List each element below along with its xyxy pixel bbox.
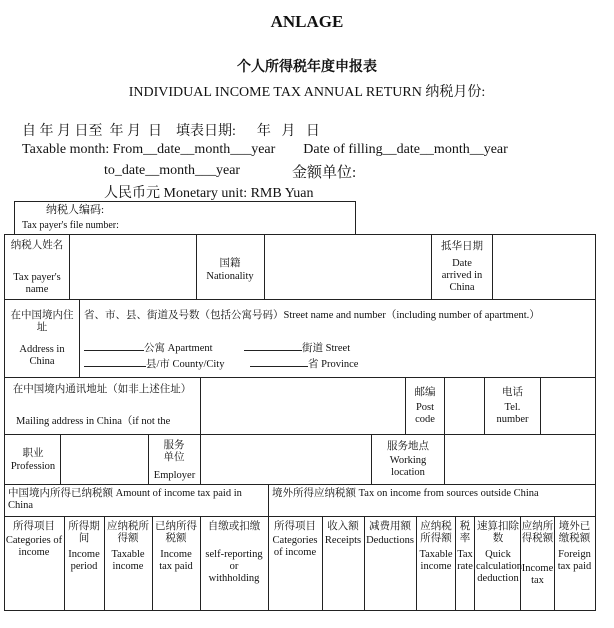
street-blank[interactable]: [244, 340, 302, 351]
anlage-heading: ANLAGE: [270, 12, 344, 31]
col-header-foreign-tax-paid-cn: 境外已缴税额: [558, 521, 591, 544]
col-header-deductions-en: Deductions: [366, 535, 414, 546]
col-header-taxable-cn: 应纳税所得额: [107, 521, 149, 544]
col-header-withholding-en: self-reporting or withholding: [205, 549, 263, 584]
col-header-foreign-categories-cn: 所得项目: [274, 521, 316, 532]
col-header-deductions-cn: 减费用额: [369, 521, 411, 532]
foreign-income-header: 境外所得应纳税额 Tax on income from sources outside China: [272, 488, 539, 499]
col-header-period-cn: 所得期间: [68, 521, 100, 544]
mailing-address-label-en: Mailing address in China（if not the: [16, 416, 171, 427]
county-line[interactable]: [84, 356, 224, 371]
employer-label-cn: 服务单位: [163, 440, 185, 463]
employer-field[interactable]: [201, 436, 370, 483]
col-divider: [104, 516, 105, 611]
post-code-field[interactable]: [445, 379, 483, 433]
row-divider: [4, 377, 596, 378]
col-divider: [474, 516, 475, 611]
nationality-label-cn: 国籍: [219, 258, 241, 269]
taxable-month-line: Taxable month: From__date__month___year Date of filling__date__month__year: [22, 142, 508, 157]
apartment-line[interactable]: [84, 340, 213, 355]
col-header-foreign-categories-en: Categories of income: [272, 535, 318, 558]
currency-unit-cn: 金额单位:: [292, 165, 357, 181]
col-header-taxable-en: Taxable income: [111, 549, 145, 572]
taxpayer-name-field[interactable]: [70, 236, 195, 298]
province-line[interactable]: [250, 356, 358, 371]
nationality-field[interactable]: [265, 236, 430, 298]
street-line[interactable]: [244, 340, 350, 355]
work-location-label-cn: 服务地点: [387, 441, 429, 452]
taxpayer-name-label-en: Tax payer's name: [13, 272, 61, 295]
col-divider: [200, 516, 201, 611]
col-header-quick-deduction-en: Quick calculation deduction: [476, 549, 523, 584]
tel-label-en: Tel. number: [496, 402, 529, 425]
col-header-income-tax-cn: 应纳所得税额: [521, 521, 554, 544]
county-label: 县/市 County/City: [146, 359, 225, 370]
nationality-label-en: Nationality: [206, 271, 254, 282]
col-header-tax-rate-cn: 税率: [459, 521, 471, 544]
arrival-date-label-cn: 抵华日期: [441, 241, 483, 252]
col-header-withholding-cn: 自缴或扣缴: [207, 521, 261, 532]
tel-field[interactable]: [541, 379, 595, 433]
street-label: 街道 Street: [302, 343, 351, 354]
col-header-tax-paid-en: Income tax paid: [159, 549, 193, 572]
col-header-receipts-cn: 收入额: [327, 521, 359, 532]
col-divider: [79, 299, 80, 377]
col-divider: [484, 377, 485, 434]
col-header-receipts-en: Receipts: [324, 535, 362, 546]
to-date-line: to_date__month___year: [104, 163, 241, 178]
col-header-income-tax-en: Income tax: [521, 563, 554, 586]
col-header-foreign-tax-paid-en: Foreign tax paid: [557, 549, 592, 572]
arrival-date-label-en: Date arrived in China: [441, 258, 483, 293]
col-divider: [152, 516, 153, 611]
col-header-quick-deduction-cn: 速算扣除数: [477, 521, 519, 544]
col-header-period-en: Income period: [68, 549, 100, 572]
currency-line: 人民币元 Monetary unit: RMB Yuan: [104, 186, 314, 201]
address-label-en: Address in China: [19, 344, 65, 367]
col-header-foreign-taxable-en: Taxable income: [419, 549, 453, 572]
col-header-foreign-taxable-cn: 应纳税所得额: [420, 521, 452, 544]
apartment-blank[interactable]: [84, 340, 144, 351]
row-divider: [4, 299, 596, 300]
col-header-categories-cn: 所得项目: [13, 521, 55, 532]
profession-label-cn: 职业: [22, 448, 44, 459]
china-income-header: 中国境内所得已纳税额 Amount of income tax paid in China: [8, 488, 242, 511]
row-divider: [4, 434, 596, 435]
tel-label-cn: 电话: [502, 387, 523, 398]
profession-field[interactable]: [61, 436, 147, 483]
work-location-label-en: Working location: [389, 455, 427, 478]
taxpayer-name-label-cn: 纳税人姓名: [10, 240, 64, 251]
form-title-cn: 个人所得税年度申报表: [237, 60, 377, 75]
file-number-label-cn: 纳税人编码:: [46, 204, 105, 216]
row-divider: [4, 516, 596, 517]
col-header-tax-paid-cn: 已纳所得税额: [155, 521, 197, 544]
col-header-tax-rate-en: Tax rate: [457, 549, 473, 572]
col-divider: [405, 377, 406, 434]
address-label-cn: 在中国境内住址: [10, 310, 74, 333]
street-instruction: 省、市、县、街道及号数（包括公寓号码）Street name and number（including number of apartment.）: [84, 310, 540, 321]
profession-label-en: Profession: [10, 461, 56, 472]
file-number-label-en: Tax payer's file number:: [22, 220, 119, 231]
row-divider: [4, 484, 596, 485]
mailing-address-label-cn: 在中国境内通讯地址（如非上述住址）: [12, 384, 192, 395]
form-title-en: INDIVIDUAL INCOME TAX ANNUAL RETURN 纳税月份:: [128, 85, 486, 100]
apartment-label: 公寓 Apartment: [144, 343, 213, 354]
employer-label-en: Employer: [153, 470, 196, 481]
date-line-cn: 自 年 月 日至 年 月 日 填表日期: 年 月 日: [22, 124, 320, 139]
post-code-label-en: Post code: [415, 402, 435, 425]
province-label: 省 Province: [308, 359, 359, 370]
work-location-field[interactable]: [445, 436, 595, 483]
arrival-date-field[interactable]: [493, 236, 595, 298]
province-blank[interactable]: [250, 356, 308, 367]
mailing-address-field[interactable]: [201, 379, 404, 433]
col-header-categories-en: Categories of income: [5, 535, 63, 558]
post-code-label-cn: 邮编: [414, 387, 436, 398]
county-blank[interactable]: [84, 356, 146, 367]
